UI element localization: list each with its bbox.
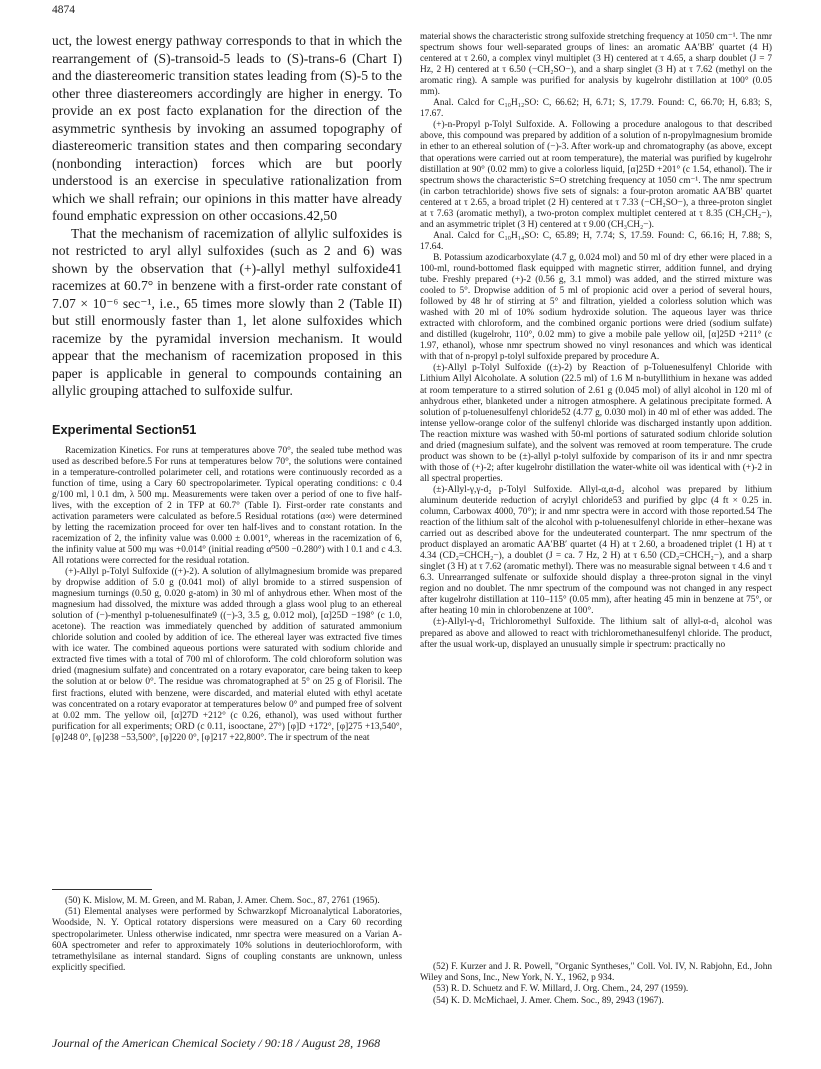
experimental-paragraph: B. Potassium azodicarboxylate (4.7 g, 0.024 mol) and 50 ml of dry ether were placed in a 100-ml, round-bottomed flask equipped with magnetic stirrer, addition funnel, and drying tube. Freshly prepared (+)-2 (0.56 g, 3.1 mmol) was added, and the stirred mixture was cooled to 5°. Dropwise addition of 5 ml of propionic acid over a period of several hours, followed by 48 hr of stirring at 5° and filtration, yielded a colorless solution which was washed with 20 ml of 10% sodium hydroxide solution. The aqueous layer was thrice extracted with chloroform, and the combined organic portions were dried (sodium sulfate) and distilled (kugelrohr, 110°, 0.02 mm) to give a mobile pale yellow oil, [α]25D +211° (c 1.97, ethanol), whose nmr spectrum showed no vinyl resonances and which was identical with that of n-propyl p-tolyl sulfoxide prepared by procedure A. [420,252,772,363]
right-footnotes [420,962,772,1007]
footnote: (51) Elemental analyses were performed by Schwarzkopf Microanalytical Laboratories, Woodside, N. Y. Optical rotatory dispersions were measured on a Cary 60 recording spectropolarimeter. Unless otherwise indicated, nmr spectra were measured on a Varian A-60A spectrometer and refer to approximately 10% solutions in deuteriochloroform, with tetramethylsilane as internal standard. Signs of coupling constants are unknown, unless explicitly specified. [52,907,402,974]
analysis-paragraph: Anal. Calcd for C₁₀H₁₄SO: C, 65.89; H, 7.74; S, 17.59. Found: C, 66.16; H, 7.88; S, 17.64. [420,230,772,252]
footnote: (50) K. Mislow, M. M. Green, and M. Raban, J. Amer. Chem. Soc., 87, 2761 (1965). [65,896,380,906]
right-column [420,32,772,1027]
left-column [52,32,402,884]
page-number: 4874 [52,4,75,16]
experimental-paragraph: (±)-Allyl p-Tolyl Sulfoxide ((±)-2) by Reaction of p-Toluenesulfenyl Chloride with Lithium Allyl Alcoholate. A solution (22.5 ml) of 1.6 M n-butyllithium in hexane was added at room temperature to a stirred solution of 2.61 g (0.045 mol) of allyl alcohol in 120 ml of anhydrous ether, blanketed under a nitrogen atmosphere. A gelatinous precipitate formed. A solution of p-toluenesulfenyl chloride52 (4.77 g, 0.030 mol) in 40 ml of ether was added. The intense yellow-orange color of the sulfenyl chloride was discharged instantly upon addition. The reaction mixture was washed with 50-ml portions of saturated sodium chloride solution and dried (magnesium sulfate), and the solvent was removed at room temperature. The crude product was shown to be (±)-allyl p-tolyl sulfoxide by comparison of its ir and nmr spectra with those of (+)-2; after kugelrohr distillation the water-white oil was identical with (+)-2 in all spectral properties. [420,363,772,484]
body-paragraph: That the mechanism of racemization of allylic sulfoxides is not restricted to aryl allyl sulfoxides (such as 2 and 6) was shown by the observation that (+)-allyl methyl sulfoxide41 racemizes at 60.7° in benzene with a first-order rate constant of 7.07 × 10⁻⁶ sec⁻¹, i.e., 65 times more slowly than 2 (Table II) but still enormously faster than 1, let alone sulfoxides which racemize by the pyramidal inversion mechanism. It would appear that the mechanism of racemization proposed in this paper is applicable in general to compounds containing an allylic grouping attached to sulfoxide sulfur. [52,225,402,398]
left-footnotes [52,896,402,974]
journal-footer: Journal of the American Chemical Society / 90:18 / August 28, 1968 [52,1036,381,1050]
experimental-paragraph: (+)-n-Propyl p-Tolyl Sulfoxide. A. Following a procedure analogous to that described above, this compound was prepared by addition of a solution of n-propylmagnesium bromide in ether to an ethereal solution of (−)-3. After work-up and chromatography (as above, except that operations were carried out at room temperature), the material was purified by kugelrohr distillation at 90° (0.02 mm) to give a colorless liquid, [α]25D +201° (c 1.54, ethanol). The ir spectrum shows the characteristic S=O stretching frequency at 1050 cm⁻¹. The nmr spectrum (in carbon tetrachloride) shows five sets of signals: a four-proton aromatic AA′BB′ quartet centered at τ 2.65, a broad triplet (2 H) centered at τ 7.33 (−CH₂SO−), a three-proton singlet at τ 7.63 (aromatic methyl), a two-proton complex multiplet centered at τ 8.35 (CH₂CH₂−), and an asymmetric triplet (3 H) centered at τ 9.00 (CH₃CH₂−). [420,120,772,230]
experimental-paragraph: Racemization Kinetics. For runs at temperatures above 70°, the sealed tube method was used as described before.5 For runs at temperatures below 70°, the solutions were contained in a temperature-controlled polarimeter cell, and rotations were continuously recorded as a function of time, using a Cary 60 spectropolarimeter. Typical operating conditions: c 0.4 g/100 ml, l 0.1 dm, λ 500 mμ. Measurements were taken over a period of one to five half-lives, with the exception of 2 in TFP at 60.7° (Table I). First-order rate constants and activation parameters were calculated as before.5 Residual rotations (α∞) were determined by letting the racemization proceed for over ten half-lives and to constant rotation. In the racemization of 2, the infinity value was 0.000 ± 0.001°, whereas in the racemization of 6, the infinity value at 500 mμ was +0.014° (initial reading α⁰500 −0.280°) with l 0.1 and c 4.3. All rotations were corrected for the residual rotation. [52,445,402,566]
experimental-paragraph: material shows the characteristic strong sulfoxide stretching frequency at 1050 cm⁻¹. The nmr spectrum shows four well-separated groups of lines: an aromatic AA′BB′ quartet (4 H) centered at τ 2.60, a complex vinyl multiplet (3 H) centered at τ 4.65, a sharp doublet (J = 7 Hz, 2 H) centered at τ 6.50 (−CH₂SO−), and a sharp singlet (3 H) at τ 7.62 (methyl on the aromatic ring). A sample was purified for analysis by kugelrohr distillation at 100° (0.05 mm). [420,32,772,98]
footnote: (54) K. D. McMichael, J. Amer. Chem. Soc., 89, 2943 (1967). [433,995,664,1006]
experimental-paragraph: (±)-Allyl-γ-d₁ Trichloromethyl Sulfoxide. The lithium salt of allyl-α-d₁ alcohol was prepared as above and allowed to react with trichloromethanesulfenyl chloride. The product, after the usual work-up, displayed an unusually simple ir spectrum: practically no [420,617,772,650]
experimental-paragraph: (±)-Allyl-γ,γ-d₂ p-Tolyl Sulfoxide. Allyl-α,α-d₂ alcohol was prepared by lithium aluminum deuteride reduction of acrylyl chloride53 and purified by glpc (4 ft × 0.25 in. column, Carbowax 4000, 70°); ir and nmr spectra were in accord with those reported.54 The reaction of the lithium salt of the alcohol with p-toluenesulfenyl chloride in ether–hexane was carried out as described above for the undeuterated counterpart. The nmr spectrum of the product displayed an aromatic AA′BB′ quartet (4 H) at τ 2.60, a broadened triplet (1 H) at τ 4.34 (CD₂=CHCH₂−), a doublet (J = ca. 7 Hz, 2 H) at τ 6.50 (CD₂=CHCH₂−), and a sharp singlet (3 H) at τ 7.62 (aromatic methyl). There was no measurable signal between τ 4.6 and τ 6.3. Unrearranged sulfenate or sulfoxide should display a three-proton signal in the vinyl region and no doublet. The nmr spectrum of the compound was not changed in any respect after kugelrohr distillation at 110–115° (0.05 mm), after heating 45 min in benzene at 75°, or after heating 10 min in chlorobenzene at 100°. [420,484,772,617]
experimental-heading: Experimental Section51 [52,421,197,437]
body-paragraph: uct, the lowest energy pathway corresponds to that in which the rearrangement of (S)-transoid-5 leads to (S)-trans-6 (Chart I) and the diastereomeric transition states leading from (S)-5 to the other three diastereomers accordingly are higher in energy. To provide an ex post facto explanation for the direction of the asymmetric synthesis by invoking an assumed topography of diastereomeric transition states and then comparing secondary (nonbonding interaction) forces which are but poorly understood is an exercise in speculative rationalization from which we shall refrain; our opinions in this matter have already found emphatic expression on other occasions.42,50 [52,33,402,223]
experimental-paragraph: (+)-Allyl p-Tolyl Sulfoxide ((+)-2). A solution of allylmagnesium bromide was prepared by dropwise addition of 5.0 g (0.041 mol) of allyl bromide to a stirred suspension of magnesium turnings (0.50 g, 0.020 g-atom) in 30 ml of anhydrous ether. When most of the magnesium had dissolved, the mixture was added through a glass wool plug to an ethereal solution of (−)-menthyl p-toluenesulfinate9 ((−)-3, 3.5 g, 0.012 mol), [α]25D −198° (c 1.0, acetone). The reaction was immediately quenched by addition of saturated ammonium chloride solution and cooled by addition of ice. The ethereal layer was extracted five times with ice water. The combined aqueous portions were saturated with sodium chloride and extracted five times with a total of 700 ml of chloroform. The cold chloroform solution was dried (magnesium sulfate) and concentrated on a rotary evaporator, care being taken to keep the solution at or below 0°. The residue was chromatographed at 5° on 25 g of Florisil. The first fractions, eluted with benzene, were discarded, and material eluted with ethyl acetate was concentrated on a rotary evaporator at temperatures below 0° and pumped free of solvent at 0.02 mm. The yellow oil, [α]27D +212° (c 0.26, ethanol), was used without further purification for all experiments; ORD (c 0.11, isooctane, 27°) [φ]D +172°, [φ]275 +13,540°, [φ]248 0°, [φ]238 −53,500°, [φ]220 0°, [φ]217 +22,800°. The ir spectrum of the neat [52,567,402,743]
footnote: (52) F. Kurzer and J. R. Powell, "Organic Syntheses," Coll. Vol. IV, N. Rabjohn, Ed., John Wiley and Sons, Inc., New York, N. Y., 1962, p 934. [420,962,772,984]
footnote-rule [52,889,152,890]
footnote: (53) R. D. Schuetz and F. W. Millard, J. Org. Chem., 24, 297 (1959). [433,984,689,995]
analysis-paragraph: Anal. Calcd for C₁₀H₁₂SO: C, 66.62; H, 6.71; S, 17.79. Found: C, 66.70; H, 6.83; S, 17.67. [420,98,772,120]
